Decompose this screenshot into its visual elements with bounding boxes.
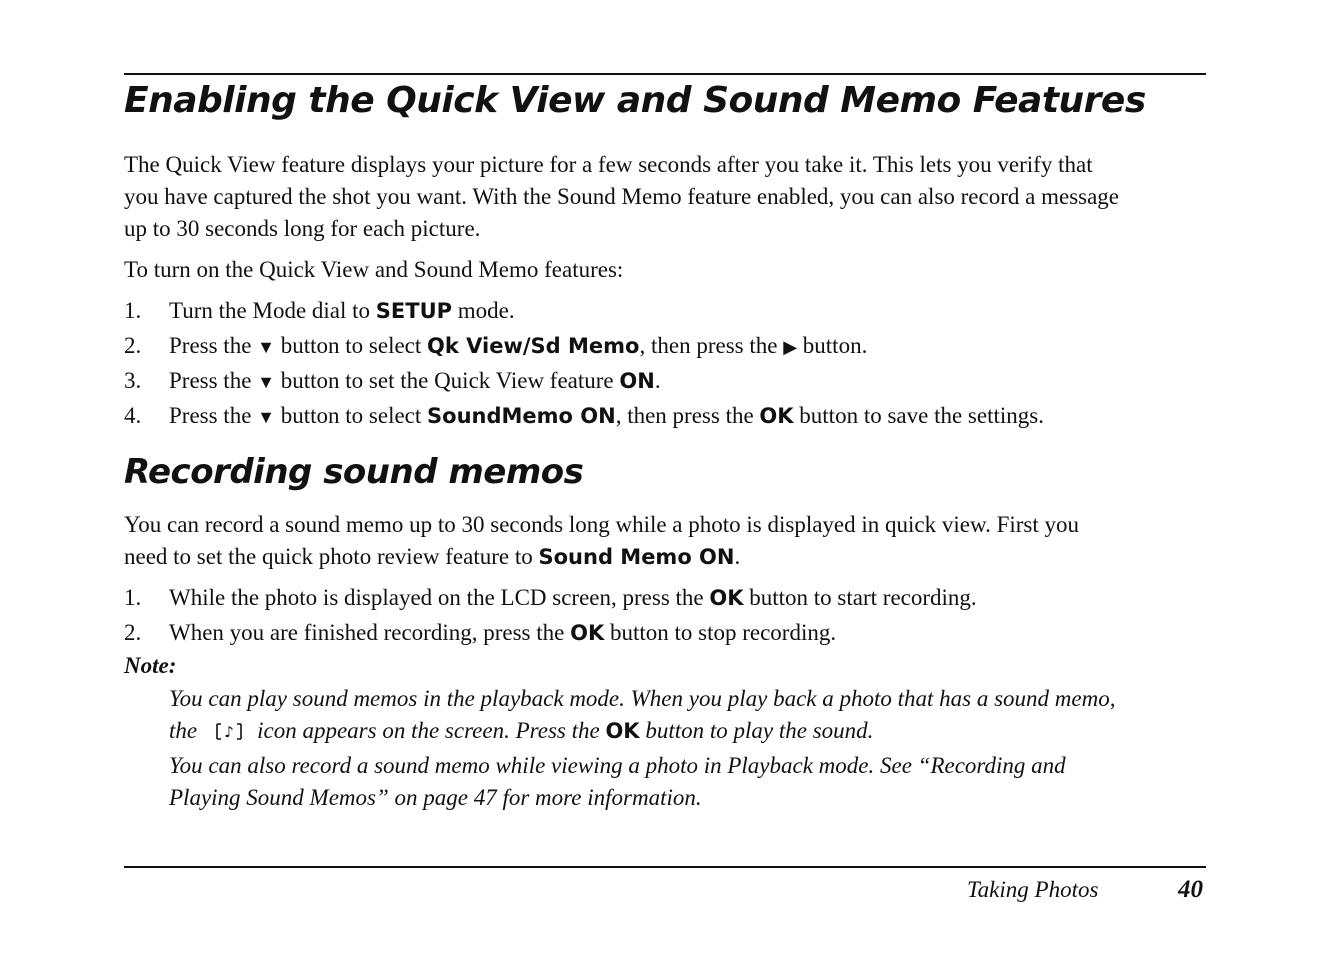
ui-label: SoundMemo ON: [427, 404, 616, 428]
ui-label: SETUP: [375, 299, 453, 323]
ui-label: OK: [605, 719, 640, 743]
note-line: the: [169, 718, 198, 743]
step-text: Press the ▼ button to select Qk View/Sd Memo, then press the ▶ button.: [169, 333, 868, 358]
record-intro-line-1: You can record a sound memo up to 30 seconds long while a photo is displayed in quick view. First you: [124, 512, 1080, 537]
step-number: 2.: [124, 333, 142, 358]
ui-label: OK: [759, 404, 794, 428]
sound-memo-icon: [215, 721, 243, 741]
svg-text:♪: ♪: [224, 723, 234, 741]
footer-section-title: Taking Photos: [967, 877, 1099, 902]
step-text: Press the ▼ button to set the Quick View feature ON.: [169, 368, 661, 393]
down-arrow-icon: ▼: [257, 372, 275, 392]
ui-label: Sound Memo ON: [538, 545, 735, 569]
top-rule: [124, 73, 1206, 75]
note-paragraph-2: [169, 750, 1209, 814]
note-line: You can also record a sound memo while viewing a photo in Playback mode. See “Recording and: [169, 753, 1066, 778]
note-line: You can play sound memos in the playback mode. When you play back a photo that has a sound memo,: [169, 686, 1116, 711]
down-arrow-icon: ▼: [257, 337, 275, 357]
intro-line-2: you have captured the shot you want. With the Sound Memo feature enabled, you can also record a message: [124, 184, 1120, 209]
step-text: Turn the Mode dial to SETUP mode.: [169, 298, 515, 323]
turn-on-text: To turn on the Quick View and Sound Memo features:: [124, 257, 624, 282]
step-number: 1.: [124, 585, 142, 610]
ui-label: ON: [619, 369, 655, 393]
note-line: icon appears on the screen. Press the: [257, 718, 606, 743]
intro-line-1: The Quick View feature displays your picture for a few seconds after you take it. This lets you verify that: [124, 152, 1093, 177]
subsection-heading: Recording sound memos: [124, 452, 584, 492]
ui-label: Qk View/Sd Memo: [427, 334, 640, 358]
bottom-rule: [124, 866, 1206, 868]
note-label: Note:: [124, 653, 177, 678]
intro-paragraph: [124, 149, 1206, 245]
down-arrow-icon: ▼: [257, 407, 275, 427]
intro-line-3: up to 30 seconds long for each picture.: [124, 216, 481, 241]
note-line: Playing Sound Memos” on page 47 for more information.: [169, 785, 702, 810]
record-intro-line-2: need to set the quick photo review feature to: [124, 544, 539, 569]
step-text: While the photo is displayed on the LCD screen, press the OK button to start recording.: [169, 585, 977, 610]
step-number: 4.: [124, 403, 142, 428]
record-intro-paragraph: You can record a sound memo up to 30 seconds long while a photo is displayed in quick view. First you need to set the quick photo review feature to Sound Memo ON.: [124, 512, 1080, 569]
step-number: 2.: [124, 620, 142, 645]
step-text: Press the ▼ button to select SoundMemo ON, then press the OK button to save the settings.: [169, 403, 1044, 428]
step-text: When you are finished recording, press the OK button to stop recording.: [169, 620, 837, 645]
step-number: 1.: [124, 298, 142, 323]
page-number: 40: [1178, 876, 1203, 903]
right-arrow-icon: ▶: [783, 337, 798, 357]
section-heading: Enabling the Quick View and Sound Memo Features: [124, 80, 1146, 121]
note-paragraph-1: You can play sound memos in the playback mode. When you play back a photo that has a sound memo, the ♪ icon appears on the screen. Press the OK button to play the sound.: [169, 686, 1116, 743]
step-number: 3.: [124, 368, 142, 393]
ui-label: OK: [570, 621, 605, 645]
ui-label: OK: [709, 586, 744, 610]
